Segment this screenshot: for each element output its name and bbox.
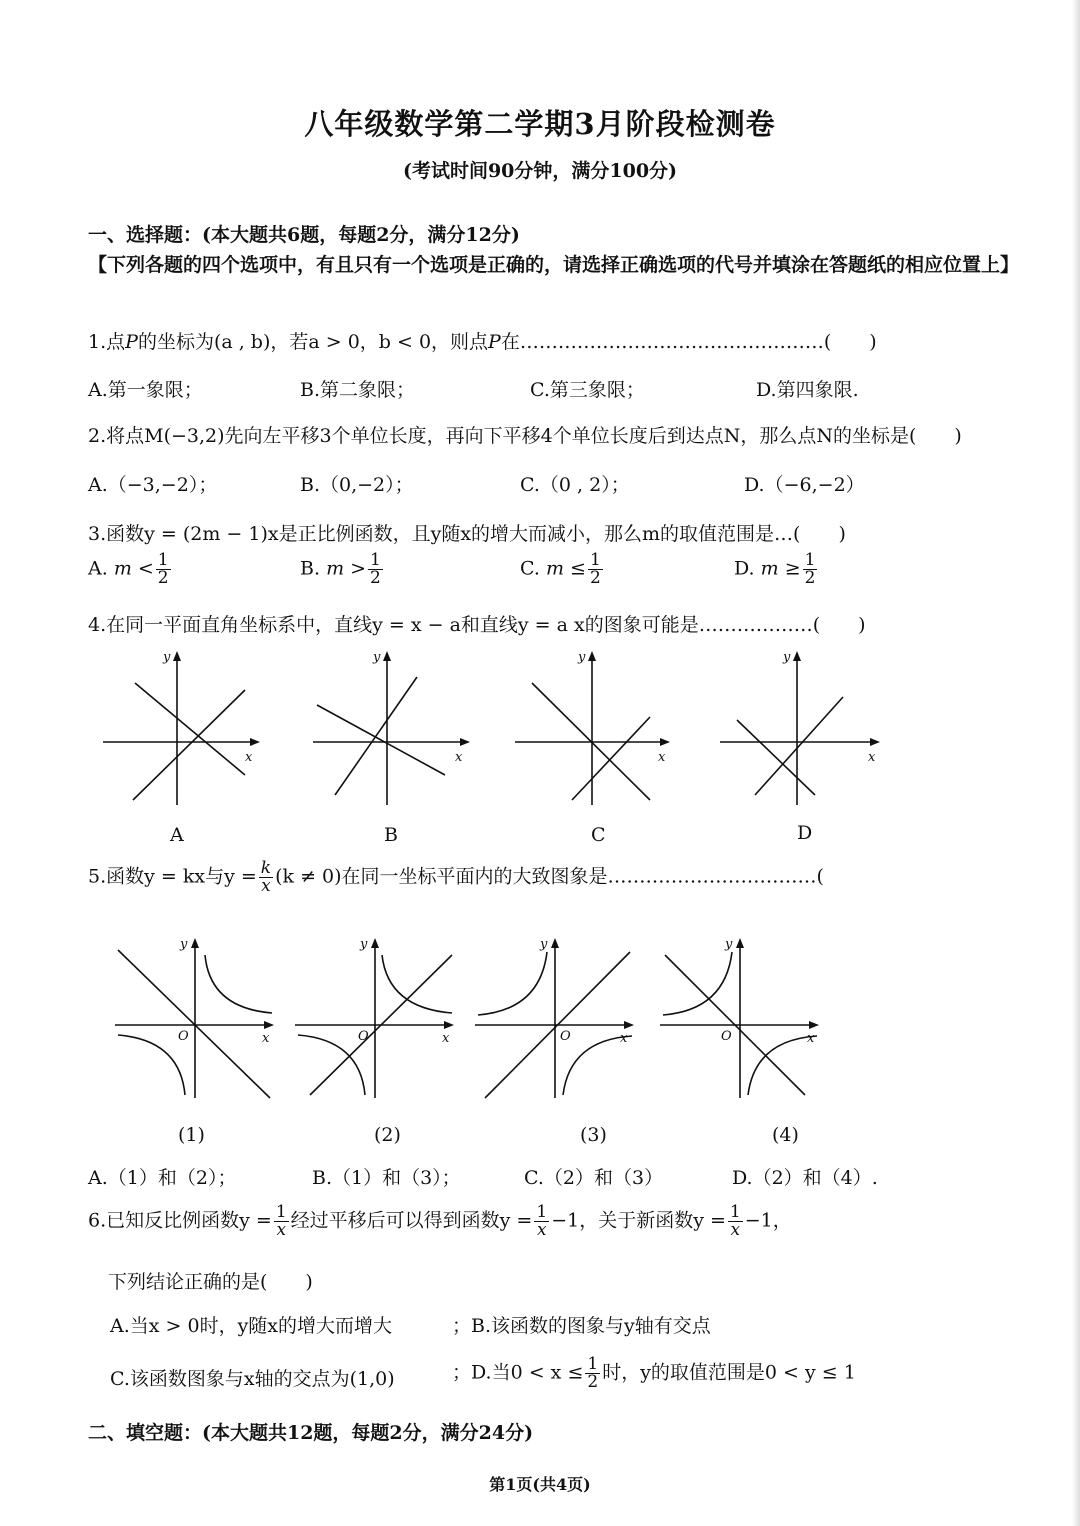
section1-heading: 一、选择题：(本大题共6题，每题2分，满分12分) — [88, 224, 520, 246]
q1-stem-c: 的坐标为(a , b)，若a > 0，b < 0，则点 — [137, 331, 489, 353]
q5-option-a: A.（1）和（2）； — [88, 1167, 237, 1189]
q4-label-a: A — [170, 824, 184, 846]
hyperbola-branch-2 — [298, 1035, 365, 1095]
y-label: y — [783, 650, 791, 665]
q2-option-b: B.（0,−2）； — [300, 474, 414, 496]
q6-d-text-b: 时，y的取值范围是0 < y ≤ 1 — [602, 1361, 856, 1384]
section2-heading: 二、填空题：(本大题共12题，每题2分，满分24分) — [88, 1422, 534, 1444]
q5-label-1: (1) — [178, 1124, 205, 1146]
q3-c-relation: m ≤ — [545, 557, 586, 580]
origin-label: O — [721, 1029, 732, 1044]
x-axis-arrow — [870, 738, 880, 746]
q1-stem-b: P — [125, 331, 138, 353]
q6-d-text-a: ；D.当0 < x ≤ — [452, 1361, 584, 1384]
q6-option-d — [452, 1356, 856, 1391]
q4-graph-d — [715, 645, 890, 815]
x-label: x — [868, 750, 876, 765]
question-3: 3.函数y = (2m − 1)x是正比例函数，且y随x的增大而减小，那么m的取值范围是…( ) — [88, 523, 846, 545]
q3-a-fraction — [156, 552, 171, 587]
q1-option-b: B.第二象限； — [300, 379, 416, 401]
q3-b-label: B. — [300, 557, 321, 580]
x-label: x — [658, 750, 666, 765]
q6-fraction-1 — [274, 1204, 289, 1239]
x-axis-arrow — [264, 1021, 274, 1029]
exam-subtitle: (考试时间90分钟，满分100分) — [402, 160, 678, 182]
q4-graph-a — [95, 645, 270, 815]
q3-b-fraction — [368, 552, 383, 587]
y-axis-arrow — [383, 651, 391, 661]
q3-d-label: D. — [734, 557, 755, 580]
q2-option-c: C.（0 , 2）； — [520, 474, 630, 496]
y-label: y — [360, 937, 368, 952]
q5-option-b: B.（1）和（3）； — [312, 1167, 461, 1189]
q4-label-d: D — [797, 822, 813, 844]
y-axis-arrow — [371, 938, 379, 948]
q5-graph-4 — [655, 930, 825, 1105]
y-axis-arrow — [736, 938, 744, 948]
q6-stem-a: 6.已知反比例函数y = — [88, 1209, 272, 1232]
q1-stem-d: P — [488, 331, 501, 353]
y-axis-arrow — [793, 651, 801, 661]
q5-stem-a: 5.函数y = kx与y = — [88, 865, 257, 888]
q3-option-d — [734, 552, 819, 587]
x-axis-arrow — [660, 738, 670, 746]
y-label: y — [373, 650, 381, 665]
q5-graph-1 — [110, 930, 280, 1105]
q3-option-a — [88, 552, 173, 587]
q1-stem-e: 在…………………………………………( ) — [500, 331, 877, 353]
q3-d-fraction — [803, 552, 818, 587]
y-axis-arrow — [588, 651, 596, 661]
line-kx — [118, 950, 270, 1098]
x-label: x — [455, 750, 463, 765]
q6-fraction-2 — [534, 1204, 549, 1239]
hyperbola-branch-1 — [663, 952, 732, 1015]
q5-graph-2 — [290, 930, 460, 1105]
q2-option-d: D.（−6,−2） — [744, 474, 865, 496]
question-1 — [88, 327, 877, 354]
q3-a-relation: m < — [113, 557, 154, 580]
q5-frac-den: x — [261, 876, 271, 896]
x-axis-arrow — [809, 1021, 819, 1029]
q6-line2: 下列结论正确的是( ) — [108, 1271, 313, 1293]
q3-c-fraction — [588, 552, 603, 587]
q6-option-b: ；B.该函数的图象与y轴有交点 — [452, 1315, 711, 1337]
page-title: 八年级数学第二学期3月阶段检测卷 — [304, 107, 776, 141]
q6-d-den: 2 — [587, 1372, 599, 1392]
q3-option-b — [300, 552, 385, 587]
page-footer: 第1页(共4页) — [489, 1475, 591, 1494]
x-axis-arrow — [250, 738, 260, 746]
q6-d-num: 1 — [587, 1354, 599, 1374]
y-axis-arrow — [551, 938, 559, 948]
q5-label-3: (3) — [580, 1124, 607, 1146]
q5-label-4: (4) — [772, 1124, 799, 1146]
x-label: x — [262, 1031, 270, 1046]
q3-a-den: 2 — [157, 568, 169, 588]
q5-label-2: (2) — [374, 1124, 401, 1146]
hyperbola-branch-1 — [478, 952, 547, 1015]
x-label: x — [245, 750, 253, 765]
q1-option-d: D.第四象限. — [756, 379, 859, 401]
line-2 — [335, 677, 417, 795]
q5-frac-num: k — [260, 858, 272, 878]
question-6 — [88, 1204, 792, 1239]
q6-option-a: A.当x > 0时，y随x的增大而增大 — [110, 1315, 393, 1337]
origin-label: O — [178, 1029, 189, 1044]
q3-d-den: 2 — [804, 568, 816, 588]
line-2 — [133, 690, 245, 800]
q5-fraction — [259, 860, 273, 895]
x-axis-arrow — [444, 1021, 454, 1029]
q3-d-relation: m ≥ — [760, 557, 801, 580]
q6-frac2-num: 1 — [536, 1202, 548, 1222]
y-axis-arrow — [191, 938, 199, 948]
q5-option-d: D.（2）和（4）. — [732, 1167, 878, 1189]
y-label: y — [540, 937, 548, 952]
x-label: x — [807, 1031, 815, 1046]
line-1 — [135, 683, 245, 775]
q3-option-c — [520, 552, 605, 587]
q3-c-den: 2 — [589, 568, 601, 588]
y-label: y — [578, 650, 586, 665]
section1-instruction: 【下列各题的四个选项中，有且只有一个选项是正确的，请选择正确选项的代号并填涂在答题纸的相应位置上】 — [88, 254, 1020, 276]
q3-d-num: 1 — [804, 550, 816, 570]
q6-stem-b: 经过平移后可以得到函数y = — [290, 1209, 533, 1232]
q3-c-label: C. — [520, 557, 540, 580]
q6-frac1-num: 1 — [275, 1202, 287, 1222]
q6-frac3-den: x — [730, 1220, 741, 1240]
page-edge-shadow — [1072, 0, 1080, 1526]
q3-c-num: 1 — [589, 550, 601, 570]
hyperbola-branch-2 — [118, 1035, 185, 1095]
q3-a-num: 1 — [157, 550, 169, 570]
question-5 — [88, 860, 824, 895]
y-axis-arrow — [173, 651, 181, 661]
q6-stem-d: −1， — [744, 1209, 792, 1232]
question-2: 2.将点M(−3,2)先向左平移3个单位长度，再向下平移4个单位长度后到达点N，那么点N的坐标是( ) — [88, 425, 962, 447]
q2-option-a: A.（−3,−2）； — [88, 474, 218, 496]
q6-frac2-den: x — [536, 1220, 547, 1240]
origin-label: O — [560, 1029, 571, 1044]
q4-graph-b — [305, 645, 480, 815]
x-axis-arrow — [624, 1021, 634, 1029]
q6-stem-c: −1，关于新函数y = — [551, 1209, 726, 1232]
hyperbola-branch-1 — [205, 955, 272, 1013]
x-label: x — [620, 1031, 628, 1046]
q3-b-den: 2 — [370, 568, 381, 588]
q1-option-a: A.第一象限； — [88, 379, 203, 401]
line-1 — [737, 720, 815, 795]
q1-option-c: C.第三象限； — [530, 379, 645, 401]
q6-frac3-num: 1 — [729, 1202, 741, 1222]
y-label: y — [163, 650, 171, 665]
q6-option-c: C.该函数图象与x轴的交点为(1,0) — [110, 1368, 395, 1390]
y-label: y — [180, 937, 188, 952]
q5-stem-b: (k ≠ 0)在同一坐标平面内的大致图象是……………………………( — [275, 865, 824, 888]
q4-label-c: C — [591, 824, 606, 846]
q1-stem-a: 1.点 — [88, 331, 126, 353]
q4-graph-c — [510, 645, 685, 815]
q3-b-num: 1 — [370, 550, 381, 570]
y-label: y — [725, 937, 733, 952]
q5-graph-3 — [470, 930, 640, 1105]
hyperbola-branch-1 — [382, 955, 452, 1013]
x-axis-arrow — [460, 738, 470, 746]
question-4: 4.在同一平面直角坐标系中，直线y = x − a和直线y = a x的图象可能是………………( ) — [88, 614, 866, 636]
q4-label-b: B — [384, 824, 398, 846]
q5-option-c: C.（2）和（3） — [524, 1167, 664, 1189]
q6-fraction-3 — [728, 1204, 743, 1239]
q6-frac1-den: x — [276, 1220, 287, 1240]
line-1 — [317, 705, 445, 775]
origin-label: O — [358, 1029, 369, 1044]
x-label: x — [442, 1031, 450, 1046]
q3-b-relation: m > — [326, 557, 367, 580]
q6-d-fraction — [585, 1356, 600, 1391]
q3-a-label: A. — [88, 557, 108, 580]
